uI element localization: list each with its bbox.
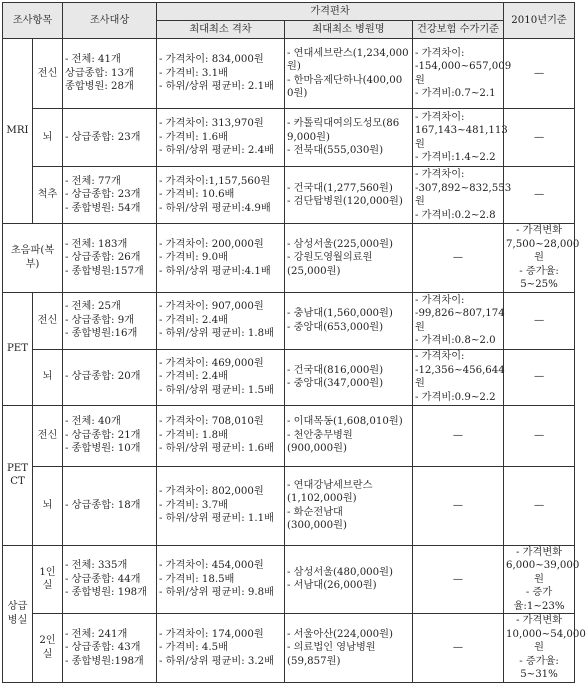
target-cell: - 전체: 241개 - 상급종합: 43개 - 종합병원:198개 [63,614,157,683]
insurance-cell: - 가격차이: -99,826~807,174원 - 가격비:0.8~2.0 [413,292,504,349]
y2010-cell: — [504,39,575,109]
insurance-cell: — [413,466,504,545]
insurance-cell: - 가격차이: -12,356~456,644원 - 가격비:0.9~2.2 [413,349,504,405]
y2010-cell: — [504,466,575,545]
sub-label: 전신 [33,292,63,349]
table-row [3,466,575,545]
hospital-cell: - 건국대(816,000원) - 중앙대(347,000원) [285,349,413,405]
sub-label: 전신 [33,39,63,109]
table-row [3,292,575,349]
sub-label: 2인실 [33,614,63,683]
y2010-cell: - 가격변화 6,000~39,000원 - 증가율:1~23% [504,545,575,614]
header-minmax-hospital: 최대최소 병원명 [285,21,413,39]
table-row [3,405,575,466]
insurance-cell: — [413,224,504,293]
group-label: 상급 병실 [3,545,33,682]
table-row [3,545,575,614]
hospital-cell: - 삼성서울(225,000원) - 강원도영월의료원 (25,000원) [285,224,413,293]
price-deviation-table [2,2,586,683]
header-minmax-gap: 최대최소 격차 [157,21,285,39]
sub-label: 뇌 [33,109,63,167]
gap-cell: - 가격차이: 313,970원 - 가격비: 1.6배 - 하위/상위 평균비: 2.4배 [157,109,285,167]
group-label: PET CT [3,405,33,545]
table-row [3,167,575,224]
hospital-cell: - 서울아산(224,000원) - 의료법인 영남병원 (59,857원) [285,614,413,683]
header-2010: 2010년기준 [504,3,575,39]
insurance-cell: — [413,614,504,683]
table-row [3,224,575,293]
gap-cell: - 가격차이:1,157,560원 - 가격비: 10.6배 - 하위/상위 평균비:4.9배 [157,167,285,224]
insurance-cell: — [413,545,504,614]
target-cell: - 전체: 40개 - 상급종합: 21개 - 종합병원: 10개 [63,405,157,466]
y2010-cell: — [504,109,575,167]
table-row [3,39,575,109]
table-row [3,109,575,167]
group-label: MRI [3,39,33,224]
insurance-cell: - 가격차이: 167,143~481,113원 - 가격비:1.4~2.2 [413,109,504,167]
hospital-cell: - 카톨릭대여의도성모(86 9,000원) - 전북대(555,030원) [285,109,413,167]
sub-label: 1인실 [33,545,63,614]
target-cell: - 전체: 25개 - 상급종합: 9개 - 종합병원:16개 [63,292,157,349]
gap-cell: - 가격차이: 200,000원 - 가격비: 9.0배 - 하위/상위 평균비:4.1배 [157,224,285,293]
gap-cell: - 가격차이: 802,000원 - 가격비: 3.7배 - 하위/상위 평균비: 1.1배 [157,466,285,545]
table-row [3,349,575,405]
insurance-cell: - 가격차이: -307,892~832,553원 - 가격비:0.2~2.8 [413,167,504,224]
gap-cell: - 가격차이: 454,000원 - 가격비: 18.5배 - 하위/상위 평균비: 9.8배 [157,545,285,614]
target-cell: - 상급종합: 20개 [63,349,157,405]
hospital-cell: - 연대세브란스(1,234,000 원) - 한마음제단하나(400,00 0원) [285,39,413,109]
header-item: 조사항목 [3,3,63,39]
y2010-cell: — [504,349,575,405]
insurance-cell: - 가격차이: -154,000~657,009원 - 가격비:0.7~2.1 [413,39,504,109]
group-label: PET [3,292,33,405]
header-target: 조사대상 [63,3,157,39]
target-cell: - 상급종합: 23개 [63,109,157,167]
table-row [3,614,575,683]
hospital-cell: - 충남대(1,560,000원) - 중앙대(653,000원) [285,292,413,349]
sub-label: 뇌 [33,466,63,545]
target-cell: - 전체: 41개 상급종합: 13개 종합병원: 28개 [63,39,157,109]
group-label: 초음파(복부) [3,224,63,293]
target-cell: - 상급종합: 18개 [63,466,157,545]
header-row-1 [3,3,575,21]
hospital-cell: - 이대목동(1,608,010원) - 천안충무병원 (900,000원) [285,405,413,466]
insurance-cell: — [413,405,504,466]
gap-cell: - 가격차이: 907,000원 - 가격비: 2.4배 - 하위/상위 평균비: 1.8배 [157,292,285,349]
y2010-cell: — [504,292,575,349]
y2010-cell: - 가격변화 7,500~28,000원 - 증가율: 5~25% [504,224,575,293]
header-price-deviation: 가격편차 [157,3,504,21]
y2010-cell: - 가격변화 10,000~54,000원 - 증가율: 5~31% [504,614,575,683]
sub-label: 척추 [33,167,63,224]
gap-cell: - 가격차이: 174,000원 - 가격비: 4.5배 - 하위/상위 평균비: 3.2배 [157,614,285,683]
gap-cell: - 가격차이: 834,000원 - 가격비: 3.1배 - 하위/상위 평균비: 2.1배 [157,39,285,109]
gap-cell: - 가격차이: 708,010원 - 가격비: 1.8배 - 하위/상위 평균비: 1.6배 [157,405,285,466]
hospital-cell: - 삼성서울(480,000원) - 서남대(26,000원) [285,545,413,614]
gap-cell: - 가격차이: 469,000원 - 가격비: 2.4배 - 하위/상위 평균비: 1.5배 [157,349,285,405]
target-cell: - 전체: 183개 - 상급종합: 26개 - 종합병원:157개 [63,224,157,293]
y2010-cell: — [504,405,575,466]
target-cell: - 전체: 77개 - 상급종합: 23개 - 종합병원: 54개 [63,167,157,224]
sub-label: 뇌 [33,349,63,405]
sub-label: 전신 [33,405,63,466]
header-insurance: 건강보험 수가기준 [413,21,504,39]
hospital-cell: - 연대강남세브란스 (1,102,000원) - 화순전남대 (300,000원) [285,466,413,545]
target-cell: - 전체: 335개 - 상급종합: 44개 - 종합병원: 198개 [63,545,157,614]
hospital-cell: - 건국대(1,277,560원) - 검단탑병원(120,000원) [285,167,413,224]
y2010-cell: — [504,167,575,224]
